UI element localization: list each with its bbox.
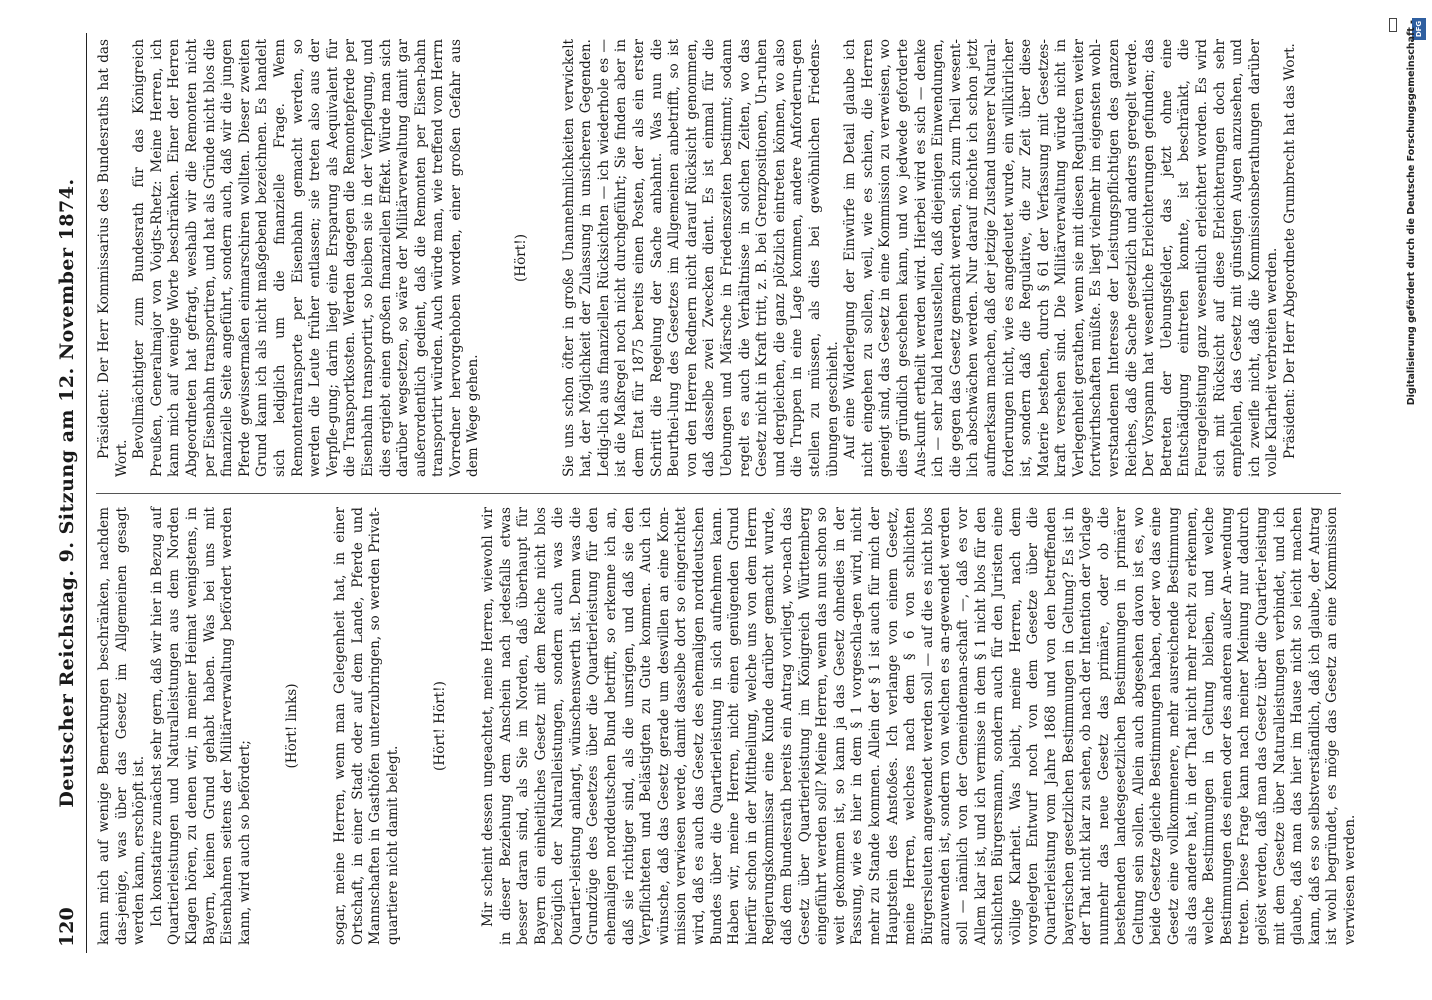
left-paragraph-3: sogar, meine Herren, wenn man Gelegenheit hat, in einer Ortschaft, in einer Stadt oder auf dem Lande, Pferde und Mannschaften in Gasthöfen unterzubringen, so werden Privat-quartiere nicht damit belegt. [331,507,401,945]
right-column [96,39,1346,477]
left-column [96,507,1358,945]
scan-corner-mark [1389,18,1397,32]
column-divider [96,493,1341,494]
interjection-hoert: (Hört!) [513,233,530,283]
president-statement-1: Präsident: Der Herr Kommissarius des Bundesraths hat das Wort. [96,39,130,477]
right-paragraph-2: Bevollmächtigter zum Bundesrath für das Königreich Preußen, Generalmajor von Voigts-Rhetz: Meine Herren, ich kann mich auf wenige Worte beschränken. Einer der Herren Abgeordneten hat gefragt, weshalb wir die Remonten nicht per Eisenbahn transportiren, und hat als Gründe nicht blos die finanzielle Seite angeführt, sondern auch, daß wir die jungen Pferde gewissermaßen einmarschiren wollten. Dieser zweiten Grund kann ich als nicht maßgebend bezeichnen. Es handelt sich lediglich um die finanzielle Frage. Wenn Remontentransporte per Eisenbahn gemacht werden, so werden die Leute früher entlassen; sie treten also aus der Verpfle-gung; darin liegt eine Ersparung als Aequivalent für die Transportkosten. Werden dagegen die Remontepferde per Eisenbahn transportirt, so bleiben sie in der Verpflegung, und dies ergiebt einen großen finanziellen Effekt. Würde man sich darüber wegsetzen, so wäre der Militärverwaltung damit gar außerordentlich gedient, daß die Remonten per Eisen-bahn transportirt würden. Auch würde man, wie treffend vom Herrn Vorredner hervorgehoben worden, einer großen Gefahr aus dem Wege gehen. [131,39,482,477]
right-paragraph-4: Auf eine Widerlegung der Einwürfe im Detail glaube ich nicht eingehen zu sollen, weil, wie es schien, die Herren geneigt sind, das Gesetz in eine Kommission zu verweisen, wo dies gründlich geschehen kann, und wo jedwede geforderte Aus-kunft ertheilt werden wird. Hierbei wird es sich — denke ich — sehr bald herausstellen, daß diejenigen Einwendungen, die gegen das Gesetz gemacht werden, sich zum Theil wesent-lich abschwächen werden. Nur darauf möchte ich schon jetzt aufmerksam machen, daß der jetzige Zustand unserer Natural-forderungen nicht, wie es angedeutet wurde, ein willkürlicher ist, sondern daß die Regulative, die zur Zeit über diese Materie bestehen, durch § 61 der Verfassung mit Gesetzes-kraft versehen sind. Die Militärverwaltung würde nicht in Verlegenheit gerathen, wenn sie mit diesen Regulativen weiter fortwirthschaften müßte. Es liegt vielmehr im eigensten wohl-verstandenen Interesse der Leistungspflichtigen des ganzen Reiches, daß die Sache gesetzlich und anders geregelt werde. Der Vorspann hat wesentliche Erleichterungen gefunden; das Betreten der Uebungsfelder, das jetzt ohne eine Entschädigung eintreten konnte, ist beschränkt, die Feurageleistung ganz wesentlich erleichtert worden. Es wird sich mit Rücksicht auf diese Erleichterungen doch sehr empfehlen, das Gesetz mit günstigen Augen anzusehen, und ich zweifle nicht, daß die Kommissionsberathungen darüber volle Klarheit verbreiten werden. [842,39,1281,477]
left-paragraph-2: Ich konstatire zunächst sehr gern, daß wir hier in Bezug auf Quartierleistungen und Naturalleistungen aus dem Norden Klagen hören, zu denen wir, in meiner Heimat wenigstens, in Bayern, keinen Grund gehabt haben. Was bei uns mit Eisenbahnen seitens der Militärverwaltung befördert werden kann, wird auch so befördert; [148,507,253,945]
page-number: 120 [56,907,78,947]
interjection-hoert-links: (Hört! links) [284,683,301,769]
interjection-hoert-hoert: (Hört! Hört!) [432,681,449,771]
president-statement-2: Präsident: Der Herr Abgeordnete Grumbrecht hat das Wort. [1282,43,1298,459]
right-paragraph-3: Sie uns schon öfter in große Unannehmlichkeiten verwickelt hat, der Möglichkeit der Zulassung in unsicheren Gegenden. Ledig-lich aus finanziellen Rücksichten — ich wiederhole es — ist die Maßregel noch nicht durchgeführt; Sie finden aber in dem Etat für 1875 bereits einen Posten, der als ein erster Schritt die Regelung der Sache anbahnt. Was nun die Beurthei-lung des Gesetzes im Allgemeinen anbetrifft, so ist von den Herren Rednern nicht darauf Rücksicht genommen, daß dasselbe zwei Zwecken dient. Es ist einmal für die Uebungen und Märsche in Friedenszeiten bestimmt; sodann regelt es auch die Verhältnisse in solchen Zeiten, wo das Gesetz nicht in Kraft tritt, z. B. bei Grenzpositionen, Un-ruhen und dergleichen, die ganz plötzlich eintreten können, wo also die Truppen in eine Lage kommen, andere Anforderun-gen stellen zu müssen, als dies bei gewöhnlichen Friedens-übungen geschieht. [560,39,841,477]
left-paragraph-1: kann mich auf wenige Bemerkungen beschränken, nachdem das-jenige, was über das Gesetz im Allgemeinen gesagt werden kann, erschöpft ist. [96,507,148,945]
digitization-footer [1403,20,1429,960]
page-title: Deutscher Reichstag. 9. Sitzung am 12. November 1874. [56,178,78,808]
rotated-page-content [50,33,1358,953]
digitization-note: Digitalisierung gefördert durch die Deutsche Forschungsgemeinschaft - [1406,20,1417,406]
dfg-logo-text: DFG [1415,20,1423,38]
left-paragraph-4: Mir scheint dessen ungeachtet, meine Herren, wiewohl wir in dieser Beziehung dem Anschein nach jedesfalls etwas besser daran sind, als Sie im Norden, daß überhaupt für Bayern ein einheitliches Gesetz mit dem Reiche nicht blos bezüglich der Naturalleistungen, sondern auch was die Quartier-leistung anlangt, wünschenswerth ist. Denn was die Grundzüge des Gesetzes über die Quartierleistung für den ehemaligen norddeutschen Bund betrifft, so erkenne ich an, daß sie richtiger sind, als die unsrigen, und daß sie den Verpflichteten und Belästigten zu Gute kommen. Auch ich wünsche, daß das Gesetz gerade um deswillen an eine Kom-mission verwiesen werde, damit dasselbe dort so eingerichtet wird, daß es auch das Gesetz des ehemaligen norddeutschen Bundes über die Quartierleistung in sich aufnehmen kann. Haben wir, meine Herren, nicht einen genügenden Grund hierfür schon in der Mittheilung, welche uns von dem Herrn Regierungskommissar eine Kunde darüber gemacht wurde, daß dem Bundesrath bereits ein Antrag vorliegt, wo-nach das Gesetz über Quartierleistung im Königreich Württemberg eingeführt werden soll? Meine Herren, wenn das nun schon so weit gekommen ist, so kann ja das Gesetz ohnedies in der Fassung, wie es hier in dem § 1 vorgeschla-gen wird, nicht mehr zu Stande kommen. Allein der § 1 ist auch für mich der Hauptstein des Anstoßes. Ich verlange von einem Gesetz, meine Herren, welches nach dem § 6 von schlichten Bürgersleuten angewendet werden soll — auf die es nicht blos anzuwenden ist, sondern von welchen es an-gewendet werden soll — nämlich von der Gemeindeman-schaft —, daß es vor Allem klar ist, und ich vermisse in dem § 1 nicht blos für den schlichten Bürgersmann, sondern auch für den Juristen eine völlige Klarheit. Was bleibt, meine Herren, nach dem vorgelegten Entwurf noch von dem Gesetze über die Quartierleistung vom Jahre 1868 und von den betreffenden bayerischen gesetzlichen Bestimmungen in Geltung? Es ist in der That nicht klar zu sehen, ob nach der Intention der Vorlage nunmehr das neue Gesetz das primäre, oder ob die bestehenden landesgesetzlichen Bestimmungen in primärer Geltung sein sollen. Allein auch abgesehen davon ist es, wo beide Gesetze gleiche Bestimmungen haben, oder wo das eine Gesetz eine vollkommenere, mehr ausreichende Bestimmung als das andere hat, in der That nicht mehr recht zu erkennen, welche Bestimmungen in Geltung bleiben, und welche Bestimmungen des einen oder des anderen außer An-wendung treten. Diese Frage kann nach meiner Meinung nur dadurch gelöst werden, daß man das Gesetz über die Quartier-leistung mit dem Gesetze über Naturalleistungen verbindet, und ich glaube, daß man das hier im Hause nicht so leicht machen kann, daß es so selbstverständlich, daß ich glaube, der Antrag ist wohl begründet, es möge das Gesetz an eine Kommission verwiesen werden. [479,507,1358,945]
page-header [50,33,87,953]
